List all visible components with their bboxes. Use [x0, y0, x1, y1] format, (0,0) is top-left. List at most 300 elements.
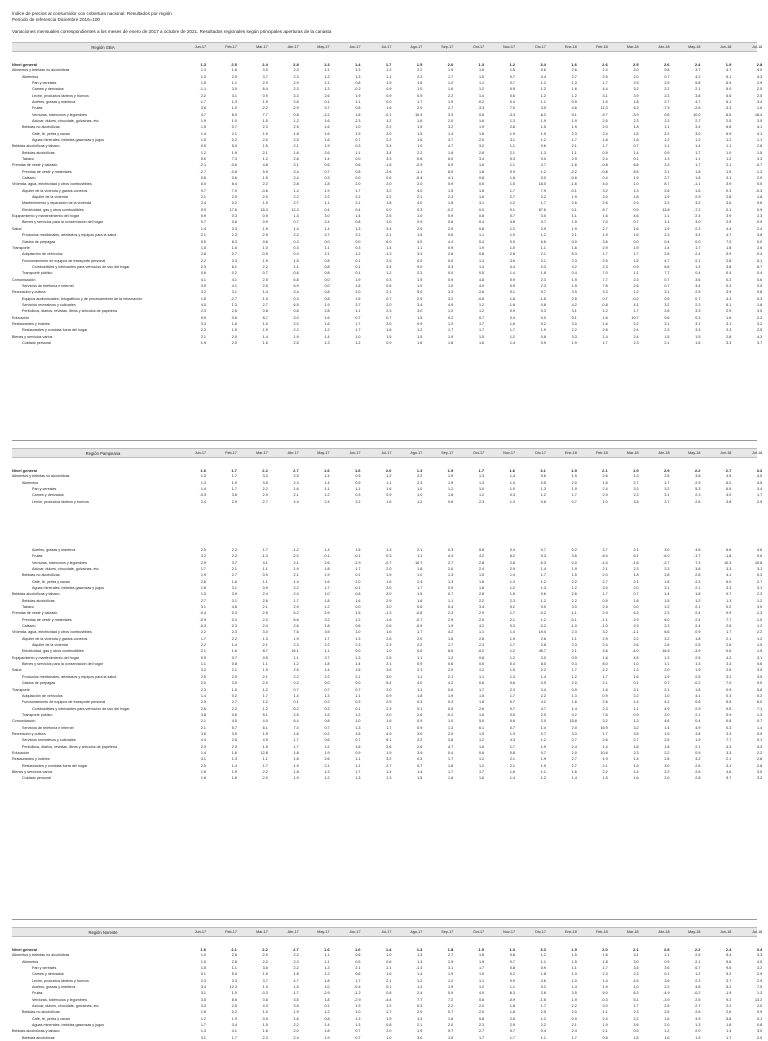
value-cell: 2.0 [448, 1023, 454, 1028]
month-header: Jul-17 [381, 929, 392, 934]
value-cell: -0.2 [323, 731, 330, 736]
value-cell: 1.3 [509, 118, 515, 123]
value-cell: 1.7 [355, 978, 361, 983]
value-cell: 1.6 [478, 341, 485, 346]
region-name: Región GBA [91, 44, 115, 50]
value-cell: 1.0 [417, 573, 423, 578]
row-label: Equipamiento y mantenimiento del hogar [12, 214, 80, 219]
value-cell: 1.3 [695, 1023, 701, 1028]
value-cell: 6.1 [633, 554, 639, 559]
value-cell: 2.2 [355, 499, 361, 504]
value-cell: 1.4 [324, 334, 330, 339]
value-cell: 1.7 [540, 1003, 546, 1008]
value-cell: 1.1 [355, 757, 361, 762]
value-cell: 3.8 [726, 499, 732, 504]
value-cell: 3.3 [633, 486, 639, 491]
value-cell: -1.0 [601, 624, 608, 629]
value-cell: 1.5 [355, 296, 361, 301]
value-cell: 3.4 [757, 486, 763, 491]
value-cell: 2.1 [726, 163, 732, 168]
value-cell: 6.0 [726, 579, 732, 584]
value-cell: 1.8 [633, 99, 639, 104]
value-cell: 1.3 [726, 598, 732, 603]
value-cell: 2.5 [664, 1010, 670, 1015]
value-cell: 1.6 [509, 321, 515, 326]
value-cell: 2.6 [478, 706, 485, 711]
value-cell: 4.9 [478, 991, 485, 996]
value-cell: 2.0 [447, 61, 454, 67]
value-cell: 1.7 [478, 965, 485, 970]
value-cell: 2.1 [664, 687, 670, 692]
value-cell: 3.4 [695, 125, 701, 130]
value-cell: 2.7 [509, 195, 515, 200]
value-cell: 1.7 [262, 693, 268, 698]
value-cell: 2.1 [200, 195, 206, 200]
value-cell: 1.7 [633, 252, 639, 257]
value-cell: 0.0 [757, 239, 763, 244]
value-cell: 2.0 [664, 712, 670, 717]
value-cell: 2.8 [695, 776, 701, 781]
value-cell: 2.6 [726, 624, 732, 629]
value-cell: 1.9 [417, 1029, 423, 1034]
value-cell: 0.2 [509, 972, 515, 977]
value-cell: 1.9 [664, 226, 670, 231]
value-cell: 0.6 [540, 144, 546, 149]
value-cell: -0.2 [477, 649, 485, 654]
value-cell: 0.4 [664, 239, 670, 244]
value-cell: 2.7 [262, 499, 268, 504]
value-cell: 2.2 [200, 93, 206, 98]
value-cell: 3.2 [664, 486, 670, 491]
value-cell: 0.0 [540, 605, 546, 610]
value-cell: 2.8 [509, 125, 515, 130]
value-cell: 2.3 [664, 611, 670, 616]
value-cell: 1.9 [540, 744, 546, 749]
row-label: Nivel general [12, 467, 37, 473]
value-cell: 2.5 [602, 74, 608, 79]
value-cell: 2.6 [386, 636, 392, 641]
value-cell: 2.6 [231, 309, 237, 314]
value-cell: 2.0 [386, 302, 392, 307]
value-cell: 1.6 [509, 467, 515, 473]
value-cell: 3.2 [602, 719, 608, 724]
value-cell: 1.9 [571, 566, 577, 571]
value-cell: 10.7 [631, 315, 639, 320]
value-cell: 1.1 [324, 245, 330, 250]
value-cell: 0.0 [448, 271, 454, 276]
value-cell: 1.6 [664, 1016, 670, 1021]
value-cell: 3.1 [571, 309, 577, 314]
value-cell: 1.8 [324, 662, 330, 667]
value-cell: 1.7 [448, 74, 454, 79]
value-cell: 2.2 [571, 1003, 577, 1008]
value-cell: 0.6 [757, 277, 763, 282]
value-cell: 1.9 [633, 763, 639, 768]
value-cell: 1.7 [417, 99, 423, 104]
value-cell: 2.1 [571, 233, 577, 238]
value-cell: 2.2 [633, 636, 639, 641]
value-cell: 1.7 [509, 1035, 515, 1040]
value-cell: 3.2 [633, 725, 639, 730]
value-cell: 1.2 [262, 706, 268, 711]
value-cell: 4.8 [509, 220, 515, 225]
value-cell: 1.5 [417, 233, 423, 238]
value-cell: 1.1 [324, 68, 330, 73]
value-cell: 4.9 [664, 706, 670, 711]
value-cell: 1.7 [602, 731, 608, 736]
value-cell: 1.2 [417, 499, 423, 504]
value-cell: 0.5 [540, 480, 546, 485]
value-cell: 1.2 [664, 1029, 670, 1034]
value-cell: 2.9 [695, 706, 701, 711]
value-cell: 0.8 [509, 750, 515, 755]
value-cell: 1.3 [324, 74, 330, 79]
value-cell: 0.6 [355, 624, 361, 629]
value-cell: 1.4 [417, 959, 423, 964]
value-cell: 2.6 [200, 706, 206, 711]
value-cell: 1.7 [417, 586, 423, 591]
value-cell: 1.9 [540, 118, 546, 123]
value-cell: 2.2 [231, 706, 237, 711]
value-cell: -9.3 [539, 560, 546, 565]
value-cell: 4.6 [664, 719, 670, 724]
value-cell: 1.9 [231, 480, 237, 485]
value-cell: 2.5 [231, 61, 237, 67]
value-cell: 2.0 [231, 195, 237, 200]
value-cell: 2.0 [231, 334, 237, 339]
value-cell: 3.0 [695, 220, 701, 225]
value-cell: 1.1 [386, 480, 392, 485]
value-cell: 1.3 [509, 480, 515, 485]
value-cell: 2.1 [695, 586, 701, 591]
value-cell: 0.9 [757, 731, 763, 736]
value-cell: 0.6 [540, 474, 546, 479]
value-cell: 1.6 [571, 61, 577, 67]
value-cell: 1.4 [695, 144, 701, 149]
value-cell: 1.9 [571, 341, 577, 346]
value-cell: 1.6 [386, 486, 392, 491]
value-cell: 5.5 [726, 700, 732, 705]
value-cell: 1.5 [571, 953, 577, 958]
row-label: Azúcar, dulces, chocolate, golosinas, etc. [32, 118, 100, 123]
value-cell: 2.0 [540, 719, 546, 724]
value-cell: 3.3 [602, 290, 608, 295]
value-cell: 1.6 [478, 131, 485, 136]
value-cell: 0.4 [509, 662, 515, 667]
value-cell: -0.9 [199, 617, 206, 622]
value-cell: 1.2 [417, 328, 423, 333]
value-cell: 1.8 [355, 744, 361, 749]
month-header: Ago-17 [410, 44, 423, 49]
value-cell: 1.8 [448, 763, 454, 768]
value-cell: 1.9 [447, 467, 454, 473]
month-header: Jul-18 [752, 929, 763, 934]
value-cell: 7.0 [509, 106, 515, 111]
value-cell: 3.1 [200, 605, 206, 610]
value-cell: 2.3 [664, 566, 670, 571]
value-cell: 2.1 [386, 662, 392, 667]
value-cell: 0.1 [355, 264, 361, 269]
value-cell: 1.4 [324, 226, 330, 231]
value-cell: 3.3 [231, 226, 237, 231]
value-cell: 1.5 [293, 258, 299, 263]
value-cell: 1.9 [509, 636, 515, 641]
value-cell: 0.4 [478, 239, 485, 244]
value-cell: 1.7 [231, 486, 237, 491]
value-cell: 2.8 [478, 636, 485, 641]
value-cell: 13.2 [755, 997, 763, 1002]
value-cell: 1.6 [386, 499, 392, 504]
value-cell: 1.5 [386, 334, 392, 339]
month-header: Abr-17 [287, 450, 299, 455]
row-label: Servicios de telefonía e internet [22, 725, 74, 730]
value-cell: 2.8 [509, 252, 515, 257]
value-cell: 6.0 [726, 480, 732, 485]
row-label: Salud [12, 668, 22, 673]
value-cell: 1.3 [417, 953, 423, 958]
value-cell: 0.8 [478, 252, 485, 257]
value-cell: 1.3 [355, 776, 361, 781]
value-cell: 2.6 [757, 245, 763, 250]
value-cell: 2.9 [262, 233, 268, 238]
value-cell: 2.9 [633, 624, 639, 629]
month-header: Abr-18 [658, 929, 670, 934]
value-cell: 1.8 [386, 201, 392, 206]
value-cell: 0.8 [478, 547, 485, 552]
value-cell: 1.2 [386, 474, 392, 479]
value-cell: 2.0 [664, 776, 670, 781]
value-cell: 3.5 [757, 118, 763, 123]
value-cell: 3.6 [262, 965, 268, 970]
value-cell: 1.6 [324, 946, 330, 952]
region-section [12, 42, 763, 346]
value-cell: 1.8 [664, 579, 670, 584]
value-cell: 1.6 [478, 744, 485, 749]
value-cell: 3.5 [262, 480, 268, 485]
value-cell: 1.6 [231, 750, 237, 755]
value-cell: 1.4 [417, 769, 423, 774]
value-cell: 1.1 [509, 144, 515, 149]
value-cell: 2.6 [664, 309, 670, 314]
value-cell: 1.7 [633, 309, 639, 314]
value-cell: 1.1 [478, 978, 485, 983]
value-cell: 0.9 [633, 712, 639, 717]
month-header: Jun-17 [349, 450, 361, 455]
value-cell: 1.7 [448, 757, 454, 762]
value-cell: 1.6 [602, 321, 608, 326]
value-cell: 4.6 [726, 769, 732, 774]
value-cell: 2.5 [602, 258, 608, 263]
value-cell: 2.5 [293, 668, 299, 673]
value-cell: 2.5 [540, 1010, 546, 1015]
value-cell: 1.2 [448, 978, 454, 983]
row-label: Cuidado personal [22, 776, 51, 781]
value-cell: -1.1 [632, 630, 639, 635]
value-cell: 1.8 [602, 959, 608, 964]
value-cell: 2.8 [664, 252, 670, 257]
row-label: Bebidas alcohólicas [22, 150, 55, 155]
value-cell: 1.4 [633, 757, 639, 762]
value-cell: 2.3 [571, 258, 577, 263]
value-cell: 2.5 [262, 277, 268, 282]
value-cell: 0.6 [540, 68, 546, 73]
value-cell: 0.9 [509, 277, 515, 282]
value-cell: 2.0 [540, 712, 546, 717]
value-cell: 0.3 [417, 207, 423, 212]
value-cell: 2.2 [386, 195, 392, 200]
value-cell: 3.8 [695, 93, 701, 98]
value-cell: 1.0 [417, 144, 423, 149]
value-cell: 1.7 [602, 341, 608, 346]
value-cell: 0.7 [448, 1029, 454, 1034]
value-cell: 2.9 [602, 611, 608, 616]
value-cell: 0.6 [478, 750, 485, 755]
value-cell: 3.2 [386, 188, 392, 193]
month-header: Nov-17 [503, 44, 515, 49]
value-cell: 3.4 [417, 252, 423, 257]
value-cell: 1.3 [478, 258, 485, 263]
value-cell: 0.9 [726, 611, 732, 616]
value-cell: 2.2 [571, 328, 577, 333]
value-cell: 1.3 [478, 480, 485, 485]
value-cell: 8.4 [602, 554, 608, 559]
value-cell: 3.0 [262, 630, 268, 635]
table-row [12, 499, 763, 505]
value-cell: 2.4 [293, 592, 299, 597]
value-cell: 2.8 [726, 195, 732, 200]
value-cell: 1.2 [324, 1010, 330, 1015]
value-cell: 1.5 [417, 125, 423, 130]
value-cell: 4.1 [262, 560, 268, 565]
value-cell: 1.6 [695, 188, 701, 193]
value-cell: 2.8 [509, 560, 515, 565]
value-cell: 1.7 [324, 586, 330, 591]
value-cell: 1.9 [262, 972, 268, 977]
value-cell: 0.0 [478, 207, 485, 212]
value-cell: 1.2 [757, 598, 763, 603]
value-cell: 2.1 [293, 573, 299, 578]
value-cell: 0.6 [478, 112, 485, 117]
value-cell: 2.2 [200, 258, 206, 263]
row-label: Transporte público [22, 712, 53, 717]
value-cell: 1.4 [509, 573, 515, 578]
value-cell: 6.8 [293, 277, 299, 282]
value-cell: 0.6 [355, 972, 361, 977]
value-cell: 2.5 [757, 87, 763, 92]
value-cell: 2.3 [355, 643, 361, 648]
value-cell: 1.7 [509, 611, 515, 616]
row-label: Aguas minerales, bebidas gaseosas y jugos [32, 586, 104, 591]
value-cell: 3.3 [726, 662, 732, 667]
value-cell: 1.7 [478, 328, 485, 333]
value-cell: 0.4 [509, 99, 515, 104]
value-cell: 8.7 [602, 207, 608, 212]
value-cell: 2.6 [540, 636, 546, 641]
value-cell: 2.2 [262, 769, 268, 774]
row-label: Aguas minerales, bebidas gaseosas y jugos [32, 1023, 104, 1028]
value-cell: 4.5 [757, 480, 763, 485]
value-cell: 3.7 [664, 176, 670, 181]
value-cell: 1.6 [386, 328, 392, 333]
value-cell: 0.0 [200, 182, 206, 187]
value-cell: 0.6 [417, 605, 423, 610]
value-cell: 2.5 [726, 118, 732, 123]
value-cell: 1.3 [417, 1016, 423, 1021]
value-cell: 1.8 [417, 693, 423, 698]
value-cell: 2.8 [664, 573, 670, 578]
value-cell: 1.2 [509, 226, 515, 231]
value-cell: 2.1 [633, 579, 639, 584]
value-cell: 0.6 [540, 592, 546, 597]
value-cell: 1.6 [386, 106, 392, 111]
value-cell: 2.2 [293, 674, 299, 679]
value-cell: 1.3 [416, 467, 423, 473]
value-cell: 0.9 [386, 93, 392, 98]
value-cell: 2.8 [324, 309, 330, 314]
value-cell: 1.3 [231, 99, 237, 104]
value-cell: 3.1 [695, 321, 701, 326]
value-cell: 2.6 [571, 592, 577, 597]
value-cell: 3.1 [664, 493, 670, 498]
table-row [12, 1035, 763, 1041]
value-cell: 1.6 [571, 700, 577, 705]
value-cell: 1.1 [231, 80, 237, 85]
value-cell: 1.9 [571, 277, 577, 282]
month-header: Jul-18 [752, 450, 763, 455]
value-cell: 1.6 [633, 226, 639, 231]
row-label: Prendas de vestir y calzado [12, 163, 58, 168]
value-cell: 2.2 [324, 195, 330, 200]
value-cell: 2.4 [602, 486, 608, 491]
value-cell: 2.5 [571, 296, 577, 301]
value-cell: 2.4 [293, 176, 299, 181]
value-cell: -2.9 [292, 106, 299, 111]
value-cell: 2.9 [200, 560, 206, 565]
value-cell: 1.4 [633, 150, 639, 155]
value-cell: -0.2 [539, 624, 546, 629]
value-cell: 0.5 [633, 1029, 639, 1034]
value-cell: 0.9 [355, 480, 361, 485]
value-cell: 1.0 [355, 334, 361, 339]
value-cell: 7.7 [726, 617, 732, 622]
row-label: Servicios recreativos y culturales [22, 302, 76, 307]
value-cell: 1.6 [633, 674, 639, 679]
value-cell: 2.3 [664, 328, 670, 333]
value-cell: 1.5 [416, 61, 423, 67]
value-cell: 1.4 [540, 566, 546, 571]
value-cell: 3.0 [540, 655, 546, 660]
value-cell: 2.2 [262, 182, 268, 187]
value-cell: 1.2 [324, 605, 330, 610]
value-cell: 0.0 [324, 283, 330, 288]
value-cell: 2.1 [726, 757, 732, 762]
value-cell: 4.0 [726, 493, 732, 498]
value-cell: -8.2 [539, 112, 546, 117]
value-cell: 0.4 [293, 252, 299, 257]
value-cell: 2.4 [324, 499, 330, 504]
value-cell: 1.6 [293, 1016, 299, 1021]
value-cell: 2.3 [757, 214, 763, 219]
value-cell: 1.9 [355, 1003, 361, 1008]
value-cell: 4.7 [726, 233, 732, 238]
value-cell: 1.7 [231, 474, 237, 479]
value-cell: -0.3 [601, 997, 608, 1002]
value-cell: 1.6 [633, 233, 639, 238]
value-cell: 2.2 [293, 233, 299, 238]
value-cell: 4.8 [478, 277, 485, 282]
value-cell: 2.1 [293, 560, 299, 565]
value-cell: 10.6 [755, 560, 763, 565]
